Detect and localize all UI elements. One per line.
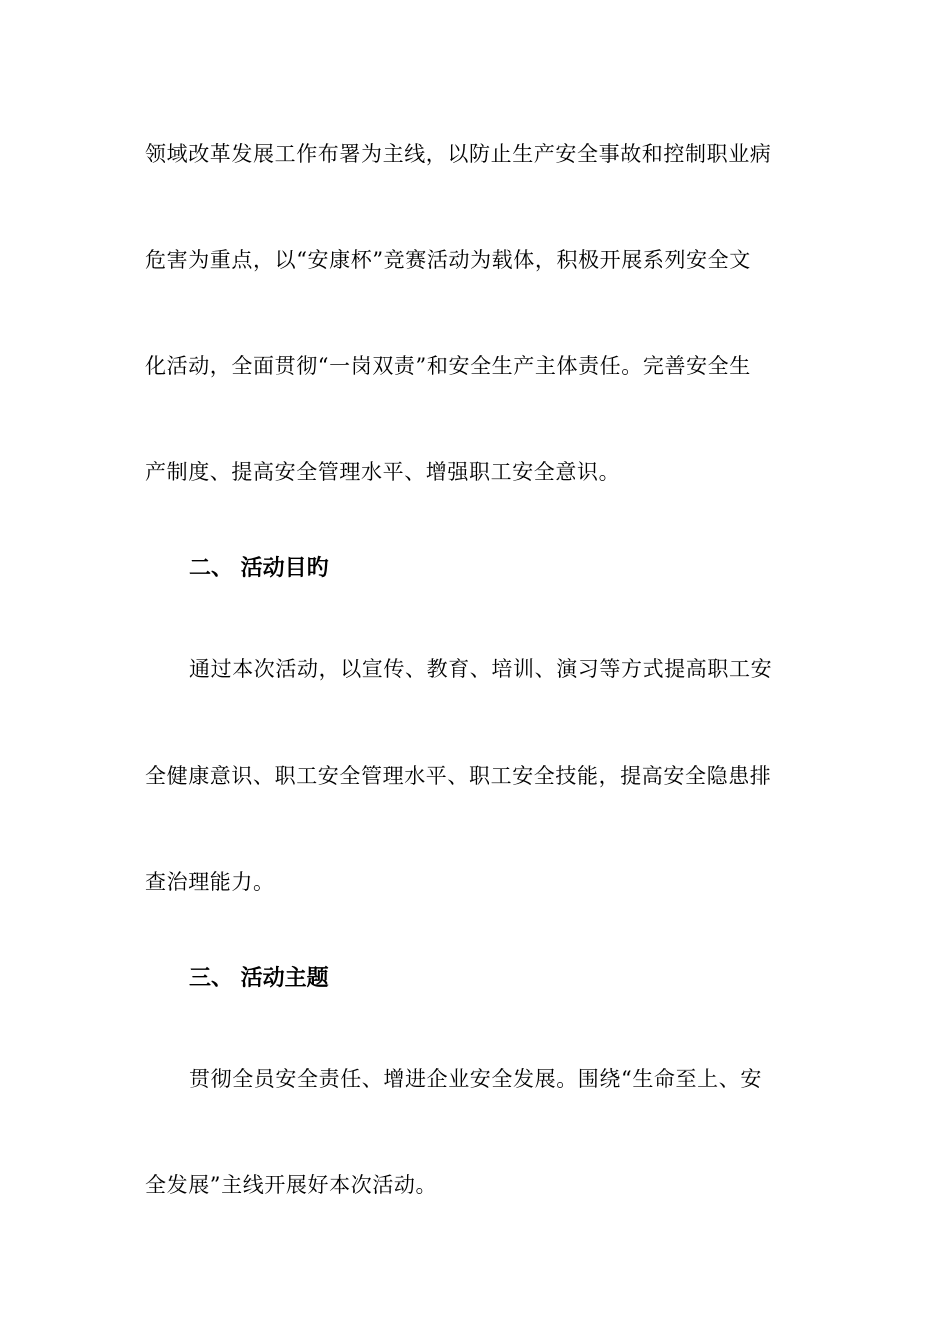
- paragraph-line: 化活动，全面贯彻“一岗双责”和安全生产主体责任。完善安全生: [145, 354, 751, 378]
- paragraph-line: 全发展”主线开展好本次活动。: [145, 1173, 438, 1197]
- section-heading-purpose: 二、 活动目旳: [189, 556, 329, 581]
- paragraph-line: 全健康意识、职工安全管理水平、职工安全技能，提高安全隐患排: [145, 764, 772, 788]
- paragraph-line: 危害为重点，以“安康杯”竞赛活动为载体，积极开展系列安全文: [145, 248, 751, 272]
- paragraph-line: 产制度、提高安全管理水平、增强职工安全意识。: [145, 460, 621, 484]
- paragraph-line: 通过本次活动，以宣传、教育、培训、演习等方式提高职工安: [189, 657, 773, 681]
- paragraph-line: 查治理能力。: [145, 870, 275, 894]
- paragraph-line: 贯彻全员安全责任、增进企业安全发展。围绕“生命至上、安: [189, 1067, 762, 1091]
- paragraph-line: 领域改革发展工作布署为主线，以防止生产安全事故和控制职业病: [145, 142, 772, 166]
- section-heading-theme: 三、 活动主题: [189, 966, 329, 991]
